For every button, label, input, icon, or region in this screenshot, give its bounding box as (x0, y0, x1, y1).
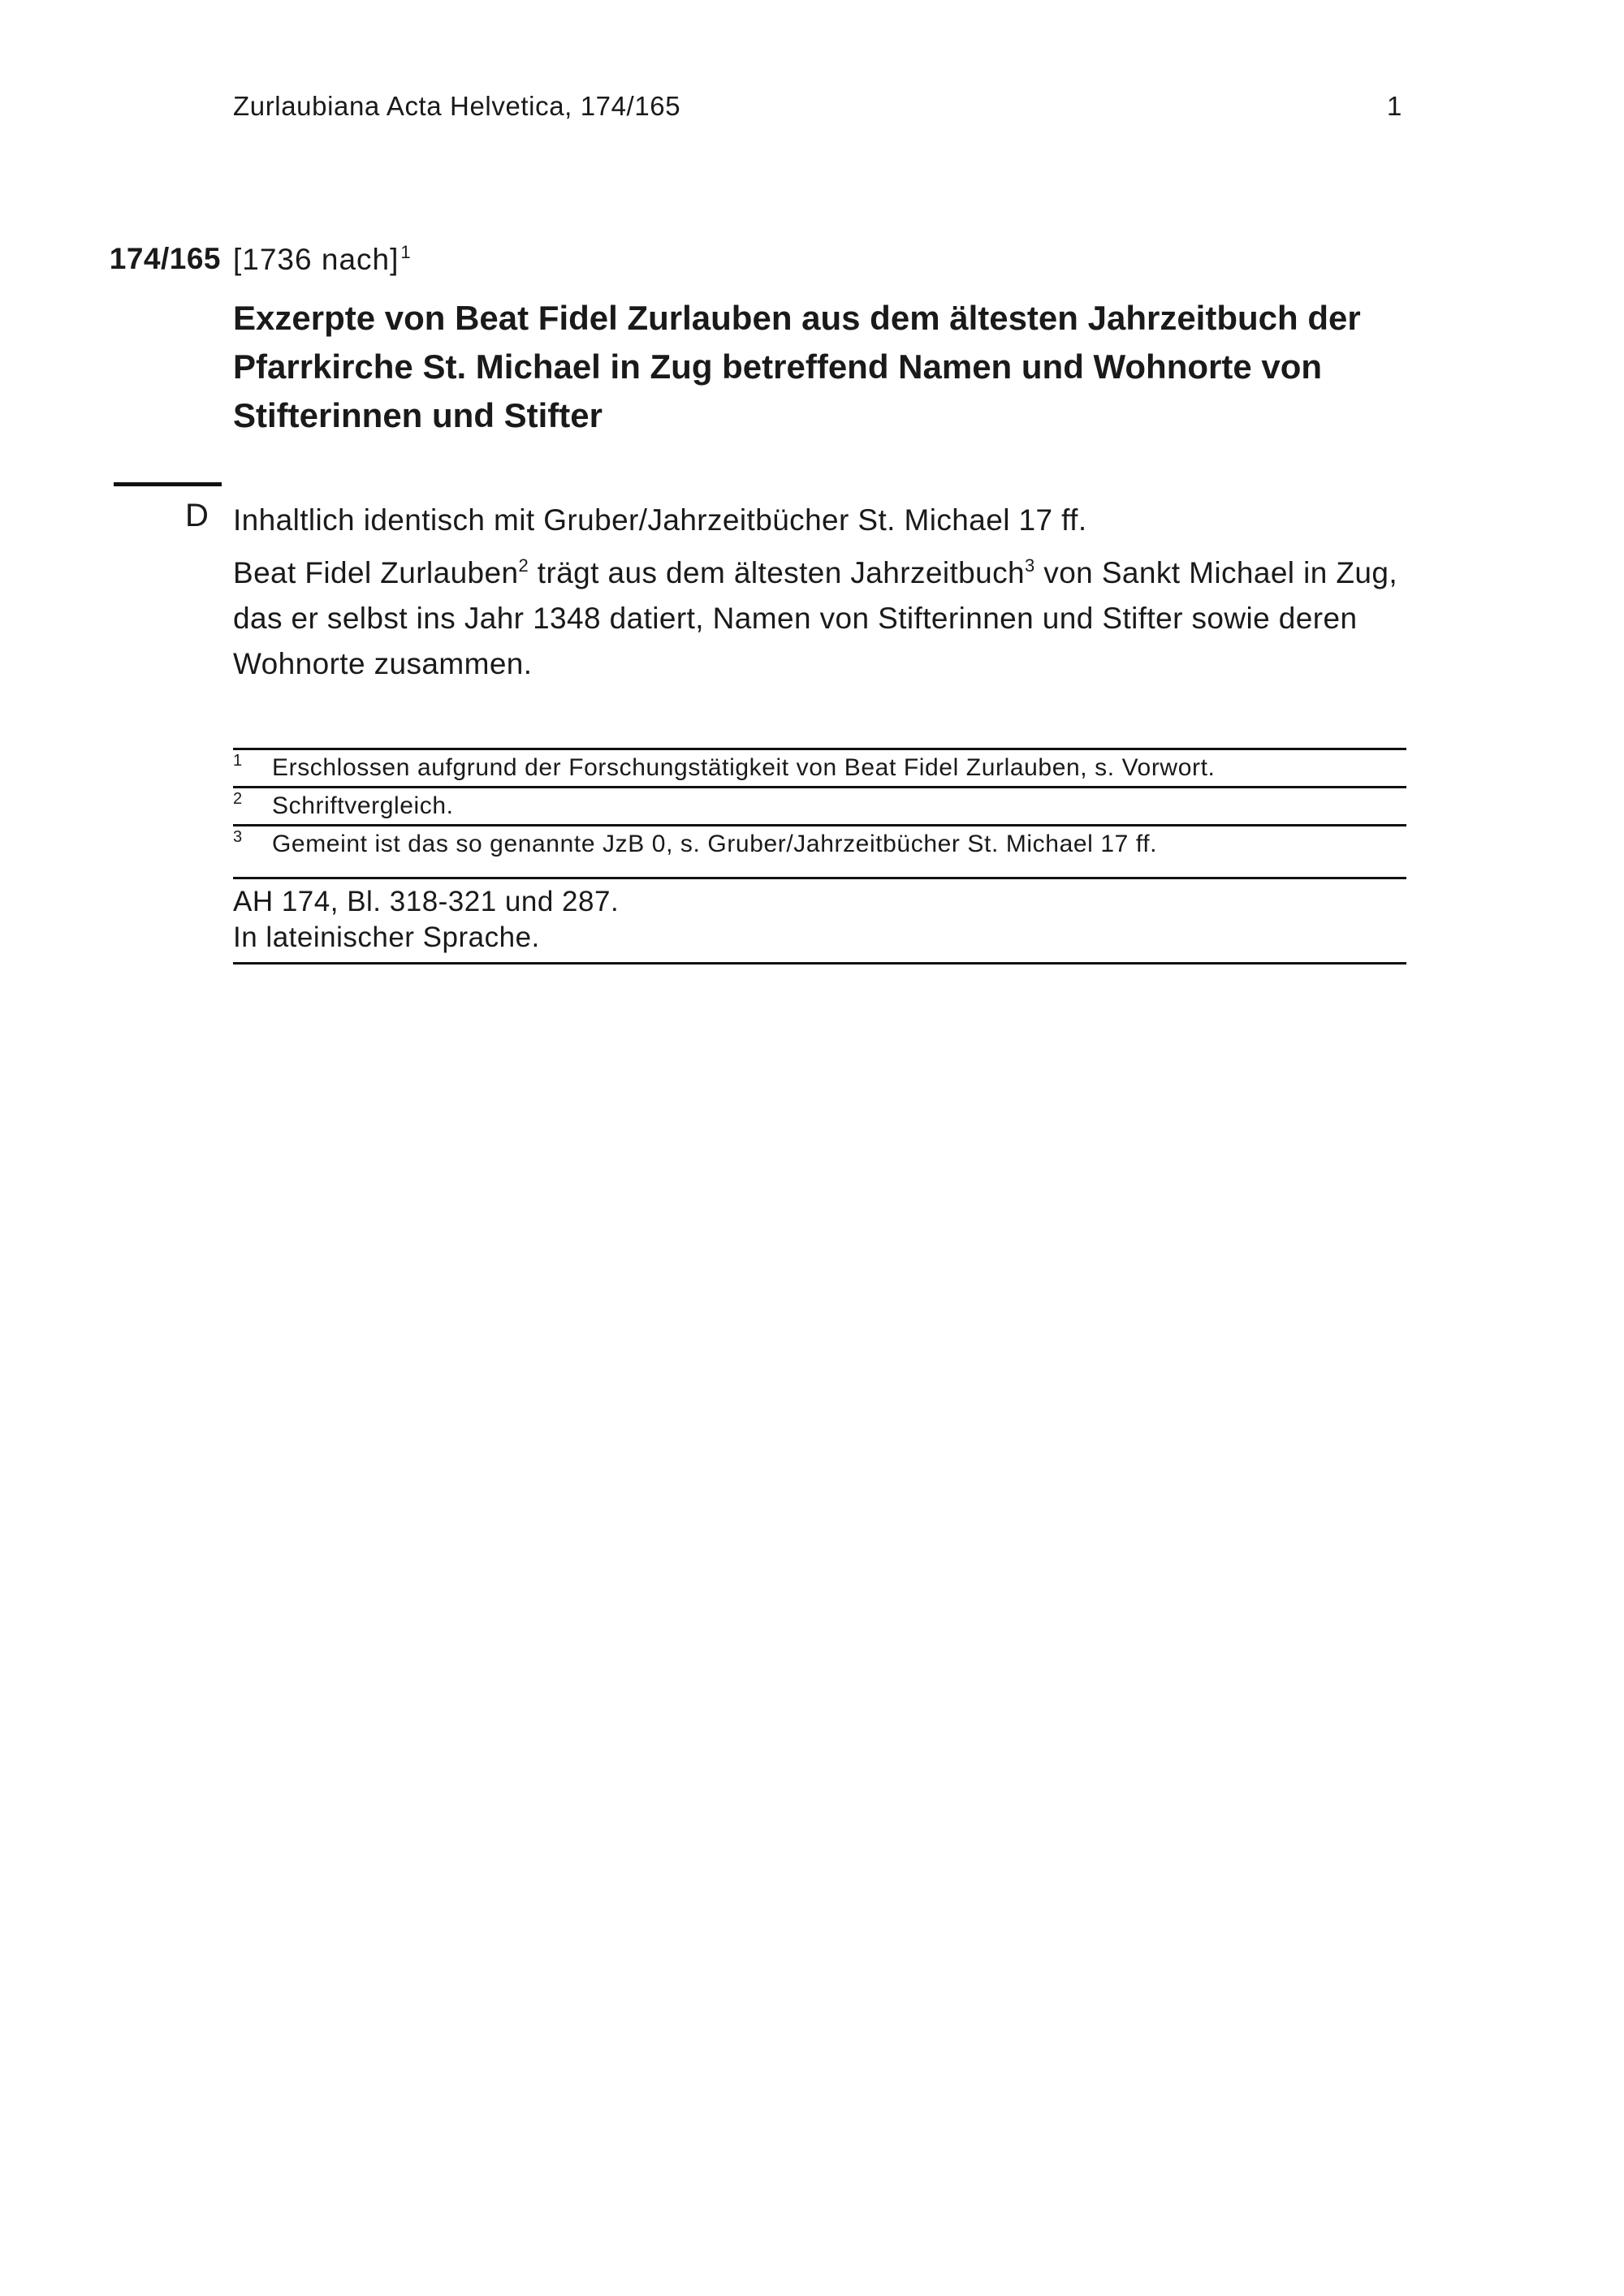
footnote-number: 2 (233, 790, 243, 808)
document-date (233, 242, 412, 277)
section-body (233, 498, 1402, 687)
footnote-number: 3 (233, 828, 243, 846)
running-title: Zurlaubiana Acta Helvetica, 174/165 (233, 91, 681, 121)
body-text-segment: Beat Fidel Zurlauben (233, 556, 519, 589)
source-language: In lateinischer Sprache. (233, 921, 540, 953)
footnote (233, 824, 1406, 862)
date-text: [1736 nach] (233, 243, 400, 276)
footnote (233, 748, 1406, 786)
source-info (233, 877, 1406, 965)
page-header (233, 91, 1402, 132)
footnotes (233, 748, 1406, 862)
section-letter: D (185, 498, 209, 533)
document-number: 174/165 (109, 242, 221, 275)
page-number: 1 (1387, 91, 1402, 121)
body-text-segment: trägt aus dem ältesten Jahrzeitbuch (529, 556, 1025, 589)
footnote-text: Schriftvergleich. (272, 792, 454, 819)
document-title: Exzerpte von Beat Fidel Zurlauben aus dem ältesten Jahrzeitbuch der Pfarrkirche St. Michael in Zug betreffend Namen und Wohnorte von Stifterinnen und Stifter (233, 299, 1361, 434)
footnote-ref[interactable]: 1 (400, 242, 412, 262)
section-divider (114, 482, 222, 486)
footnote (233, 786, 1406, 824)
body-text-segment: von Sankt Michael in Zug, das er selbst ins Jahr 1348 datiert, Namen von Stifterinnen und Stifter sowie deren Wohnorte zusammen. (233, 556, 1398, 680)
footnote-number: 1 (233, 752, 243, 770)
source-reference: AH 174, Bl. 318-321 und 287. (233, 886, 620, 917)
body-line-reference: Inhaltlich identisch mit Gruber/Jahrzeitbücher St. Michael 17 ff. (233, 503, 1087, 537)
footnote-text: Gemeint ist das so genannte JzB 0, s. Gruber/Jahrzeitbücher St. Michael 17 ff. (272, 831, 1158, 857)
body-paragraph (233, 543, 1402, 687)
footnote-ref[interactable]: 3 (1024, 555, 1035, 576)
footnote-ref[interactable]: 2 (518, 555, 529, 576)
footnote-text: Erschlossen aufgrund der Forschungstätigkeit von Beat Fidel Zurlauben, s. Vorwort. (272, 754, 1216, 781)
